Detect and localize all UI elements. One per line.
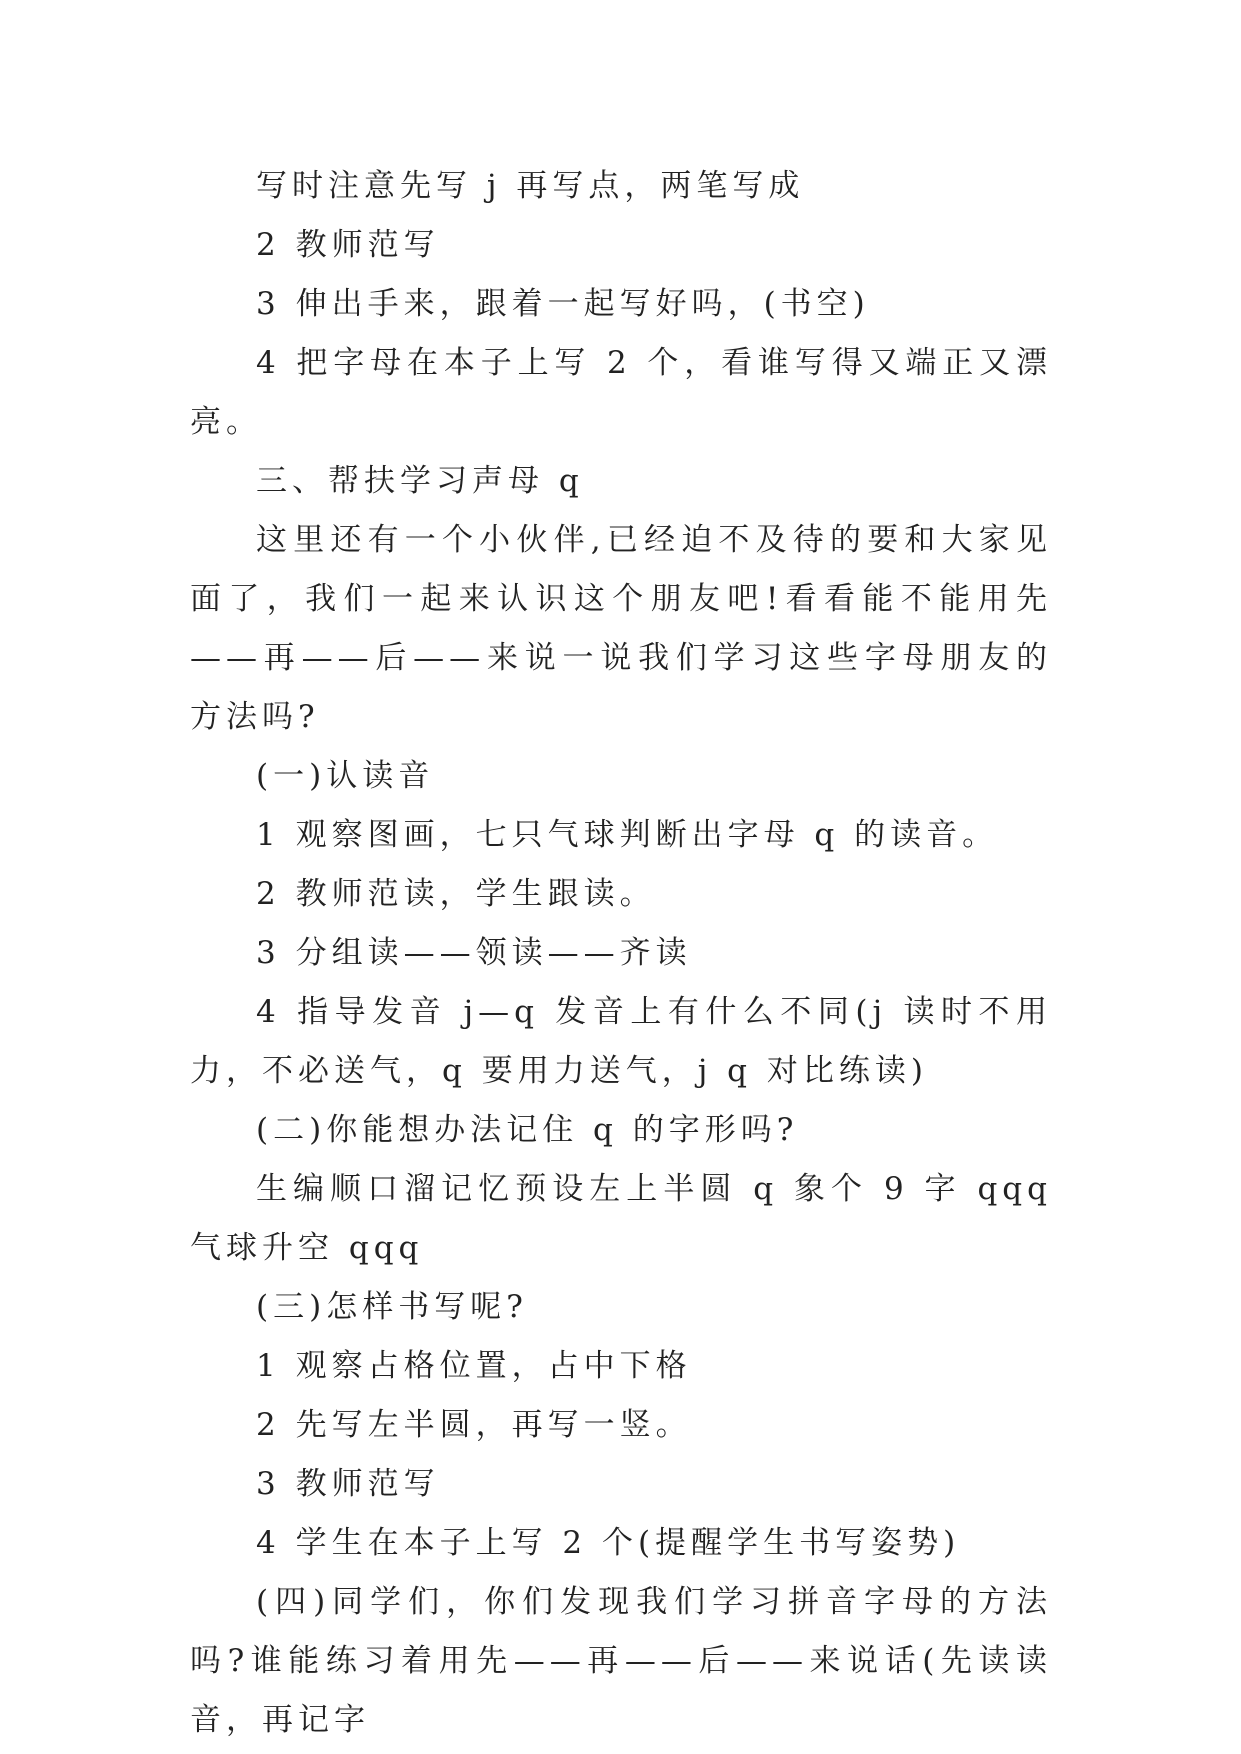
paragraph-grid-position: 1 观察占格位置，占中下格 — [256, 1348, 692, 1384]
paragraph-student-write: 4 学生在本子上写 2 个(提醒学生书写姿势) — [256, 1525, 961, 1561]
paragraph-observe-picture: 1 观察图画，七只气球判断出字母 q 的读音。 — [256, 817, 999, 853]
paragraph-pronunciation-guide: 4 指导发音 j—q 发音上有什么不同(j 读时不用力，不必送气，q 要用力送气，j q 对比练读) — [190, 994, 1052, 1089]
paragraph-teacher-read: 2 教师范读，学生跟读。 — [256, 876, 656, 912]
paragraph-teacher-demo-write: 2 教师范写 — [256, 227, 440, 263]
paragraph-air-writing: 3 伸出手来，跟着一起写好吗，(书空) — [256, 286, 870, 322]
paragraph-teacher-demo-q: 3 教师范写 — [256, 1466, 440, 1502]
paragraph-stroke-order: 2 先写左半圆，再写一竖。 — [256, 1407, 692, 1443]
subheading-read-sound: (一)认读音 — [256, 758, 435, 794]
section-heading-learn-q: 三、帮扶学习声母 q — [256, 463, 584, 499]
paragraph-write-j-note: 写时注意先写 j 再写点，两笔写成 — [256, 168, 805, 204]
paragraph-write-in-notebook: 4 把字母在本子上写 2 个，看谁写得又端正又漂亮。 — [190, 345, 1052, 440]
paragraph-new-friend-intro: 这里还有一个小伙伴,已经迫不及待的要和大家见面了，我们一起来认识这个朋友吧!看看能不能用先——再——后——来说一说我们学习这些字母朋友的方法吗? — [190, 522, 1052, 735]
paragraph-rhyme: 生编顺口溜记忆预设左上半圆 q 象个 9 字 qqq 气球升空 qqq — [190, 1171, 1052, 1266]
paragraph-discover-method: (四)同学们，你们发现我们学习拼音字母的方法吗?谁能练习着用先——再——后——来说话(先读读音，再记字 — [190, 1584, 1052, 1738]
paragraph-group-read: 3 分组读——领读——齐读 — [256, 935, 692, 971]
subheading-how-to-write: (三)怎样书写呢? — [256, 1289, 528, 1325]
document-body — [190, 157, 1052, 1750]
subheading-remember-shape: (二)你能想办法记住 q 的字形吗? — [256, 1112, 799, 1148]
